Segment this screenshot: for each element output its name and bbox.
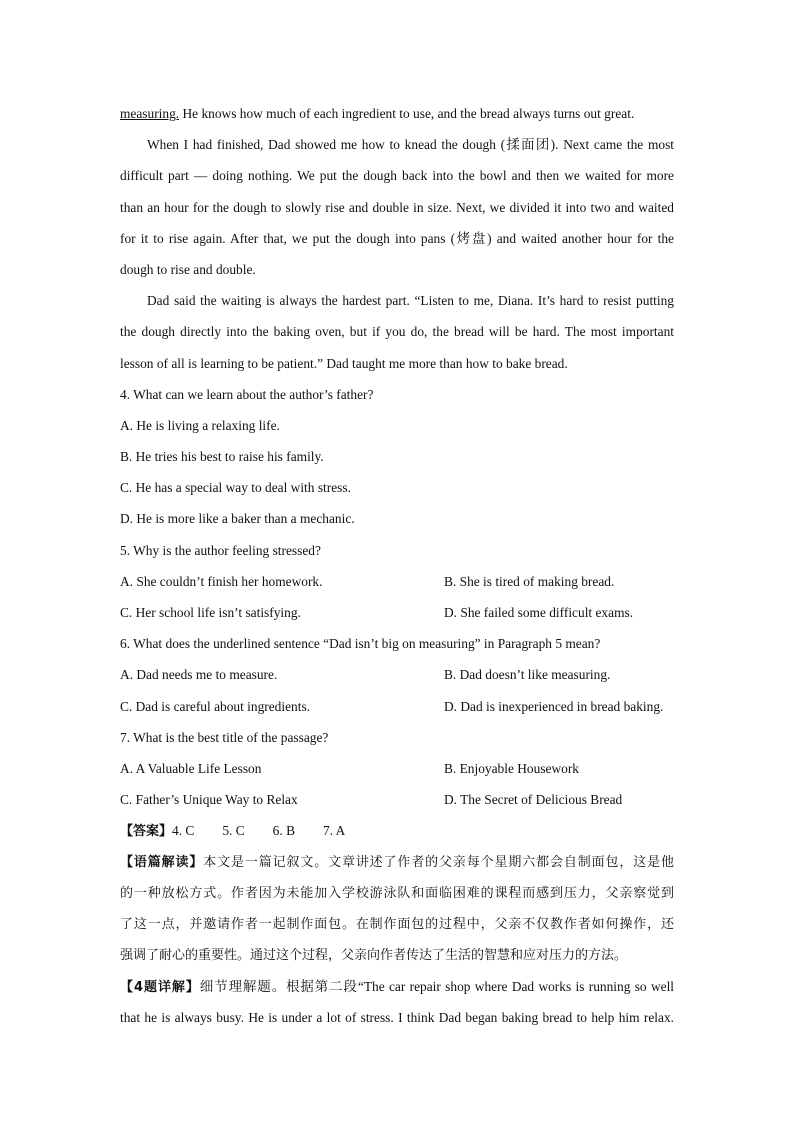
passage-line: dough to rise and double. (120, 261, 256, 277)
passage-line: When I had finished, Dad showed me how to knead the dough (揉面团). Next came the most (147, 137, 674, 153)
analysis-text: 本文是一篇记叙文。文章讲述了作者的父亲每个星期六都会自制面包，这是他 (203, 854, 674, 870)
page-content (120, 98, 674, 1034)
analysis-line: 的一种放松方式。作者因为未能加入学校游泳队和面临困难的课程而感到压力，父亲察觉到 (120, 885, 674, 901)
option-b: B. She is tired of making bread. (444, 573, 615, 589)
detail-line (120, 971, 674, 1002)
underlined-word: measuring. (120, 106, 180, 121)
passage-line: lesson of all is learning to be patient.” Dad taught me more than how to bake bread. (120, 355, 568, 371)
passage-line: difficult part — doing nothing. We put the dough back into the bowl and then we waited for more (120, 168, 674, 184)
passage-line: than an hour for the dough to slowly rise and double in size. Next, we divided it into two and waited (120, 199, 674, 215)
detail-tag: 【4题详解】 (120, 980, 200, 996)
question-stem: 4. What can we learn about the author’s father? (120, 386, 374, 402)
analysis-line: 了这一点，并邀请作者一起制作面包。在制作面包的过程中，父亲不仅教作者如何操作，还 (120, 916, 674, 932)
option-d: D. The Secret of Delicious Bread (444, 792, 623, 808)
answer-item: 4. C (172, 823, 195, 839)
option-c: C. Dad is careful about ingredients. (120, 698, 311, 714)
option-row (120, 784, 674, 815)
option-d: D. She failed some difficult exams. (444, 605, 634, 620)
option-b: B. He tries his best to raise his family. (120, 449, 324, 465)
option-d: D. Dad is inexperienced in bread baking. (444, 698, 664, 714)
answer-tag: 【答案】 (120, 824, 173, 840)
answer-item: 6. B (272, 823, 295, 839)
detail-line: that he is always busy. He is under a lot of stress. I think Dad began baking bread to help him relax. (120, 1010, 674, 1026)
option-d: D. He is more like a baker than a mechanic. (120, 511, 355, 527)
passage-line: for it to rise again. After that, we put the dough into pans (烤盘) and waited another hour for the (120, 230, 674, 246)
passage-line: the dough directly into the baking oven, but if you do, the bread will be hard. The most important (120, 324, 674, 340)
passage-line (120, 98, 674, 129)
question-stem: 5. Why is the author feeling stressed? (120, 542, 321, 558)
analysis-tag: 【语篇解读】 (120, 854, 204, 870)
answer-item: 5. C (222, 823, 245, 839)
answer-line (120, 815, 674, 846)
analysis-line (120, 847, 674, 878)
option-c: C. Father’s Unique Way to Relax (120, 792, 298, 808)
option-a: A. She couldn’t finish her homework. (120, 573, 323, 589)
option-row (120, 659, 674, 690)
option-row (120, 566, 674, 597)
option-a: A. A Valuable Life Lesson (120, 760, 262, 776)
option-c: C. He has a special way to deal with stress. (120, 480, 351, 496)
option-row (120, 597, 674, 628)
detail-text: 细节理解题。根据第二段“The car repair shop where Dad works is running so well (199, 979, 675, 995)
option-a: A. He is living a relaxing life. (120, 417, 280, 433)
option-c: C. Her school life isn’t satisfying. (120, 605, 301, 620)
option-row (120, 691, 674, 722)
answer-item: 7. A (323, 823, 346, 839)
passage-line: Dad said the waiting is always the hardest part. “Listen to me, Diana. It’s hard to resist putting (147, 293, 674, 309)
analysis-line: 强调了耐心的重要性。通过这个过程，父亲向作者传达了生活的智慧和应对压力的方法。 (120, 948, 628, 964)
question-stem: 7. What is the best title of the passage? (120, 729, 329, 745)
option-a: A. Dad needs me to measure. (120, 667, 278, 683)
question-stem: 6. What does the underlined sentence “Dad isn’t big on measuring” in Paragraph 5 mean? (120, 636, 601, 652)
option-b: B. Enjoyable Housework (444, 760, 579, 776)
passage-text: He knows how much of each ingredient to use, and the bread always turns out great. (179, 106, 635, 121)
option-b: B. Dad doesn’t like measuring. (444, 667, 611, 683)
option-row (120, 753, 674, 784)
